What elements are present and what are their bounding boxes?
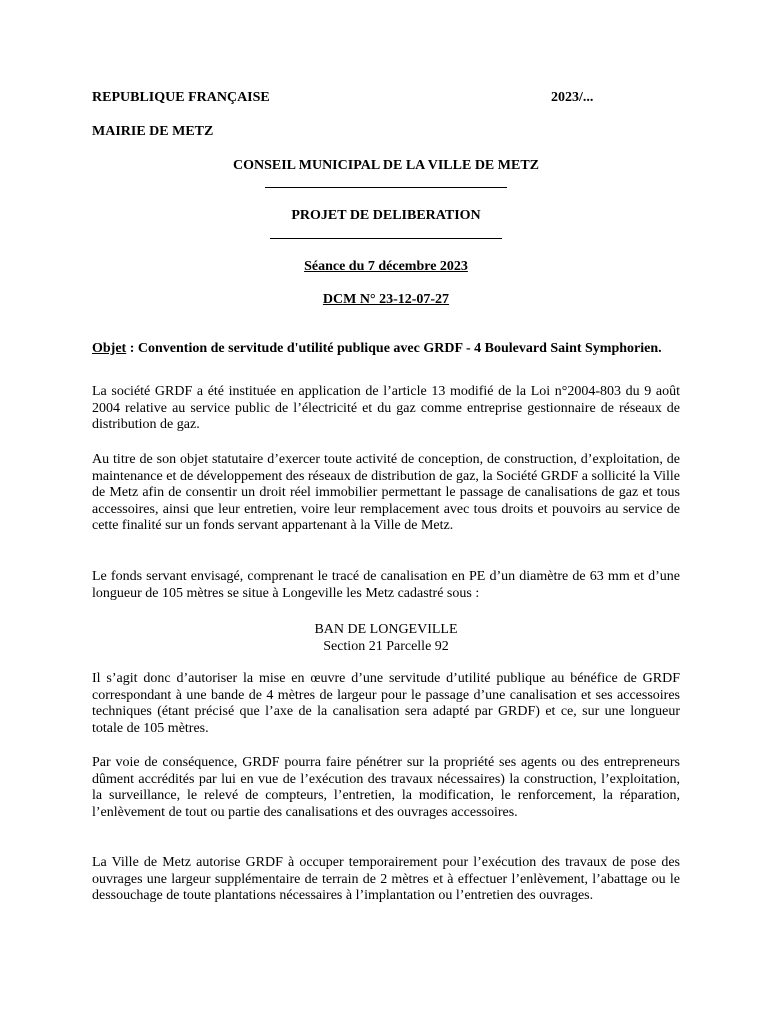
paragraph-5: Par voie de conséquence, GRDF pourra faire pénétrer sur la propriété ses agents ou des entrepreneurs dûment accrédités par lui en vue de l’exécution des travaux nécessaires) la construction, l’exploitation, la surveillance, le relevé de compteurs, l’entretien, la modification, le renforcement, la réparation, l’enlèvement de tout ou partie des canalisations et des ouvrages accessoires. — [92, 755, 680, 820]
dcm-number: DCM N° 23-12-07-27 — [322, 292, 450, 307]
reference-number: 2023/... — [551, 90, 594, 105]
cadastre-block — [92, 621, 680, 655]
paragraph-3: Le fonds servant envisagé, comprenant le tracé de canalisation en PE d’un diamètre de 63 mm et d’une longueur de 105 mètres se situe à Longeville les Metz cadastré sous : — [92, 569, 680, 601]
divider-rule — [270, 238, 502, 239]
paragraph-1: La société GRDF a été instituée en application de l’article 13 modifié de la Loi n°2004-803 du 9 août 2004 relative au service public de l’électricité et du gaz comme entreprise gestionnaire de réseaux de distribution de gaz. — [92, 384, 680, 433]
paragraph-4: Il s’agit donc d’autoriser la mise en œuvre d’une servitude d’utilité publique au bénéfice de GRDF correspondant à une bande de 4 mètres de largeur pour le passage d’une canalisation et ses accessoires techniques (étant précisé que l’axe de la canalisation sera adapté par GRDF) et ce, sur une longueur totale de 105 mètres. — [92, 671, 680, 736]
mairie-heading: MAIRIE DE METZ — [92, 124, 214, 139]
paragraph-6: La Ville de Metz autorise GRDF à occuper temporairement pour l’exécution des travaux de pose des ouvrages une largeur supplémentaire de terrain de 2 mètres et à effectuer l’enlèvement, l’abattage ou le dessouchage de toute plantations nécessaires à l’implantation ou l’entretien des ouvrages. — [92, 855, 680, 904]
objet-separator: : — [126, 341, 138, 356]
projet-heading: PROJET DE DELIBERATION — [291, 208, 481, 223]
council-heading: CONSEIL MUNICIPAL DE LA VILLE DE METZ — [233, 158, 539, 173]
objet-text: Convention de servitude d'utilité publique avec GRDF - 4 Boulevard Saint Symphorien. — [137, 341, 662, 356]
objet-line — [92, 341, 680, 358]
republic-heading: REPUBLIQUE FRANÇAISE — [92, 90, 270, 105]
seance-date: Séance du 7 décembre 2023 — [304, 259, 468, 274]
paragraph-2: Au titre de son objet statutaire d’exercer toute activité de conception, de construction, d’exploitation, de maintenance et de développement des réseaux de distribution de gaz, la Société GRDF a sollicité la Ville de Metz afin de consentir un droit réel immobilier permettant le passage de canalisations de gaz et tous accessoires, ainsi que leur entretien, voire leur remplacement avec tous droits et pouvoirs au service de cette finalité sur un fonds servant appartenant à la Ville de Metz. — [92, 452, 680, 534]
cadastre-ban: BAN DE LONGEVILLE — [314, 622, 458, 637]
cadastre-section: Section 21 Parcelle 92 — [323, 639, 449, 654]
divider-rule — [265, 187, 507, 188]
objet-label: Objet — [92, 341, 127, 356]
